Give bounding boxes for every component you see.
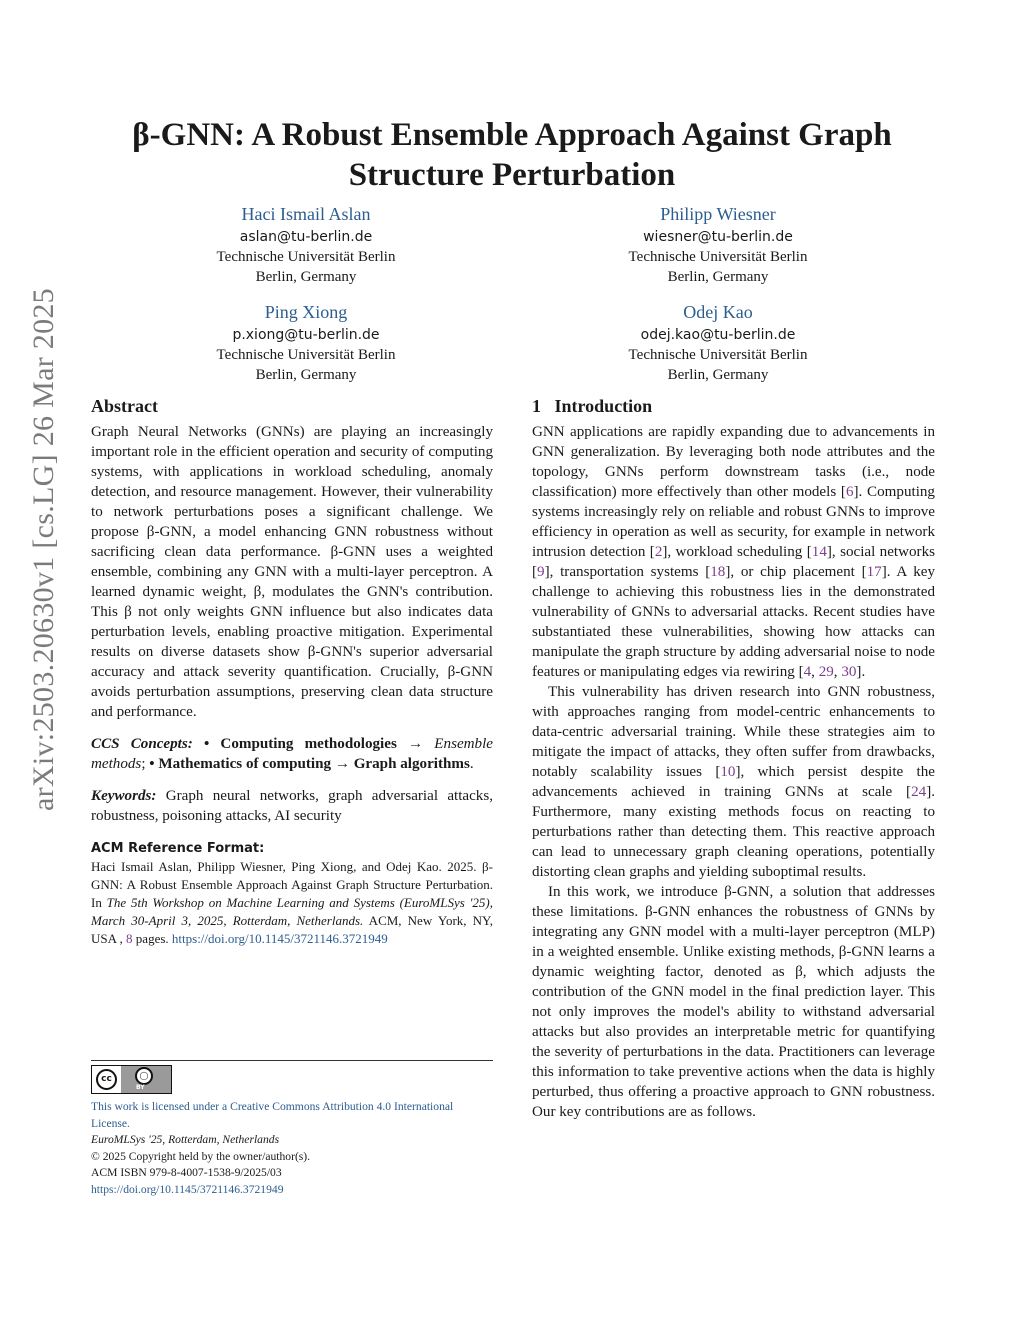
citation-link[interactable]: 18 [710, 564, 726, 580]
abstract-heading: Abstract [91, 396, 158, 416]
author-name[interactable]: Philipp Wiesner [660, 204, 776, 224]
intro-p1-text: ], transportation systems [ [544, 564, 711, 580]
license-copyright: © 2025 Copyright held by the owner/author(s). [91, 1149, 311, 1163]
intro-p1-text: ], social networks [ [532, 544, 936, 580]
ccs-bullet-1-leaf: Ensemble methods [91, 736, 493, 772]
left-column [91, 396, 493, 948]
keywords-text: Graph neural networks, graph adversarial attacks, robustness, poisoning attacks, AI security [91, 788, 493, 824]
citation-link[interactable]: 2 [654, 544, 663, 560]
cc-by-license-badge[interactable] [91, 1065, 172, 1094]
intro-p1-text: ]. Computing systems increasingly rely on reliable and robust GNNs to improve efficiency in operation as well as security, for example in network intrusion detection [ [532, 484, 935, 560]
intro-p1-text: GNN applications are rapidly expanding due to advancements in GNN generalization. By leveraging both node attributes and the topology, GNNs perform downstream tasks (i.e., node classification) more effectively than other models [ [532, 424, 935, 500]
author-affiliation: Technische Universität Berlin [628, 347, 808, 363]
acm-ref-heading: ACM Reference Format: [91, 841, 265, 856]
right-column [532, 396, 935, 1122]
author-affiliation: Technische Universität Berlin [628, 249, 808, 265]
ccs-separator: ; [141, 756, 150, 772]
intro-p1-text: ]. [856, 664, 866, 680]
abstract-text: Graph Neural Networks (GNNs) are playing an increasingly important role in the efficient operation and security of computing systems, with applications in workload scheduling, anomaly detection, and resource management. However, their vulnerability to network perturbations poses a significant challenge. We propose β-GNN, a model enhancing GNN robustness without sacrificing clean data performance. β-GNN uses a weighted ensemble, combining any GNN with a multi-layer perceptron. A learned dynamic weight, β, modulates the GNN's contribution. This β not only weights GNN influence but also indicates data perturbation levels, enabling proactive mitigation. Experimental results on diverse datasets show β-GNN's superior adversarial accuracy and attack severity quantification. Crucially, β-GNN avoids perturbation assumptions, preserving clean data structure and performance. [91, 424, 494, 720]
ccs-concepts [91, 734, 493, 774]
license-link[interactable]: This work is licensed under a Creative Commons Attribution 4.0 International License. [91, 1100, 454, 1130]
acm-ref-text [91, 858, 493, 948]
citation-link[interactable]: 24 [911, 784, 927, 800]
intro-p1-text: ], or chip placement [ [725, 564, 867, 580]
author-block-kao [568, 301, 868, 385]
acm-ref-doi-link[interactable]: https://doi.org/10.1145/3721146.3721949 [171, 931, 388, 946]
author-location: Berlin, Germany [255, 367, 357, 383]
intro-p1-text: , [833, 664, 842, 680]
citation-link[interactable]: 14 [811, 544, 827, 560]
author-block-wiesner [568, 203, 868, 287]
intro-p1-text: ]. A key challenge to achieving this robustness lies in the demonstrated vulnerability of GNNs to adversarial attacks. Recent studies have substantiated these vulnerabilities, showing how attacks can manipulate the graph structure by adding adversarial noise to node features or manipulating edges via rewiring [ [532, 564, 935, 680]
license-venue: EuroMLSys '25, Rotterdam, Netherlands [91, 1133, 280, 1146]
attribution-person-icon: ◯ [135, 1067, 153, 1085]
license-block [91, 1099, 493, 1198]
citation-link[interactable]: 9 [537, 564, 545, 580]
arxiv-stamp: arXiv:2503.20630v1 [cs.LG] 26 Mar 2025 [27, 288, 60, 811]
citation-link[interactable]: 30 [841, 664, 857, 680]
author-location: Berlin, Germany [255, 269, 357, 285]
author-block-xiong [156, 301, 456, 385]
paper-title: β-GNN: A Robust Ensemble Approach Against Graph Structure Perturbation [132, 117, 892, 193]
intro-p2-text: ], which persist despite the advancements achieved in training GNNs at scale [ [532, 764, 935, 800]
intro-paragraph-2 [532, 682, 935, 882]
cc-icon: cc [96, 1069, 117, 1090]
author-email: aslan@tu-berlin.de [239, 229, 373, 245]
footnote-divider [91, 1060, 493, 1061]
keywords [91, 786, 493, 826]
author-affiliation: Technische Universität Berlin [216, 249, 396, 265]
intro-heading: 1 Introduction [532, 396, 653, 416]
author-name[interactable]: Odej Kao [683, 302, 753, 322]
author-name[interactable]: Haci Ismail Aslan [241, 204, 371, 224]
ccs-label: CCS Concepts: [91, 736, 193, 752]
acm-ref-venue: The 5th Workshop on Machine Learning and Systems (EuroMLSys '25), March 30-April 3, 2025, Rotterdam, Netherlands. [91, 895, 493, 928]
author-affiliation: Technische Universität Berlin [216, 347, 396, 363]
acm-ref-pages-link[interactable]: 8 [126, 931, 133, 946]
ccs-bullet-2: • Mathematics of computing → Graph algorithms [149, 756, 470, 772]
intro-p2-text: This vulnerability has driven research into GNN robustness, with approaches ranging from model-centric enhancements to data-centric adversarial training. While these strategies aim to mitigate the impact of attacks, they often suffer from drawbacks, notably scalability issues [ [532, 684, 935, 780]
author-name[interactable]: Ping Xiong [264, 302, 348, 322]
intro-p2-text: ]. Furthermore, many existing methods focus on reacting to perturbations rather than detecting them. This reactive approach can lead to unnecessary graph cleaning operations, potentially distorting clean graphs and yielding suboptimal results. [532, 784, 935, 880]
author-location: Berlin, Germany [667, 269, 769, 285]
intro-paragraph-1 [532, 422, 935, 682]
author-email: odej.kao@tu-berlin.de [640, 327, 796, 343]
acm-ref-citation: Haci Ismail Aslan, Philipp Wiesner, Ping Xiong, and Odej Kao. 2025. β-GNN: A Robust Ensemble Approach Against Graph Structure Perturbation. In [91, 859, 493, 910]
keywords-label: Keywords: [91, 788, 157, 804]
author-location: Berlin, Germany [667, 367, 769, 383]
citation-link[interactable]: 6 [845, 484, 854, 500]
license-doi-link[interactable]: https://doi.org/10.1145/3721146.3721949 [91, 1182, 284, 1196]
citation-link[interactable]: 29 [818, 664, 834, 680]
acm-ref-pages: pages. [132, 931, 172, 946]
ccs-end: . [469, 756, 474, 772]
author-block-aslan [156, 203, 456, 287]
author-email: wiesner@tu-berlin.de [643, 229, 793, 245]
intro-paragraph-3: In this work, we introduce β-GNN, a solution that addresses these limitations. β-GNN enhances the robustness of GNNs by integrating any GNN model with a multi-layer perceptron (MLP) in a weighted ensemble. Unlike existing methods, β-GNN learns a dynamic weighting factor, denoted as β, which adjusts the contribution of the GNN model in the final prediction layer. This not only improves the model's ability to withstand adversarial attacks but also provides an interpretable metric for quantifying the severity of perturbations in the data. Practitioners can leverage this information to take preventive actions when the data is highly perturbed, thus offering a proactive approach to GNN robustness. Our key contributions are as follows. [532, 884, 935, 1120]
citation-link[interactable]: 17 [866, 564, 882, 580]
acm-ref-publisher: ACM, New York, NY, USA , [91, 913, 493, 946]
author-email: p.xiong@tu-berlin.de [232, 327, 380, 343]
license-isbn: ACM ISBN 979-8-4007-1538-9/2025/03 [91, 1166, 282, 1179]
cc-by-label: BY [136, 1084, 145, 1091]
citation-link[interactable]: 4 [803, 664, 812, 680]
citation-link[interactable]: 10 [720, 764, 736, 780]
intro-p1-text: , [811, 664, 819, 680]
intro-p1-text: ], workload scheduling [ [662, 544, 812, 560]
ccs-bullet-1: • Computing methodologies → [203, 736, 435, 752]
